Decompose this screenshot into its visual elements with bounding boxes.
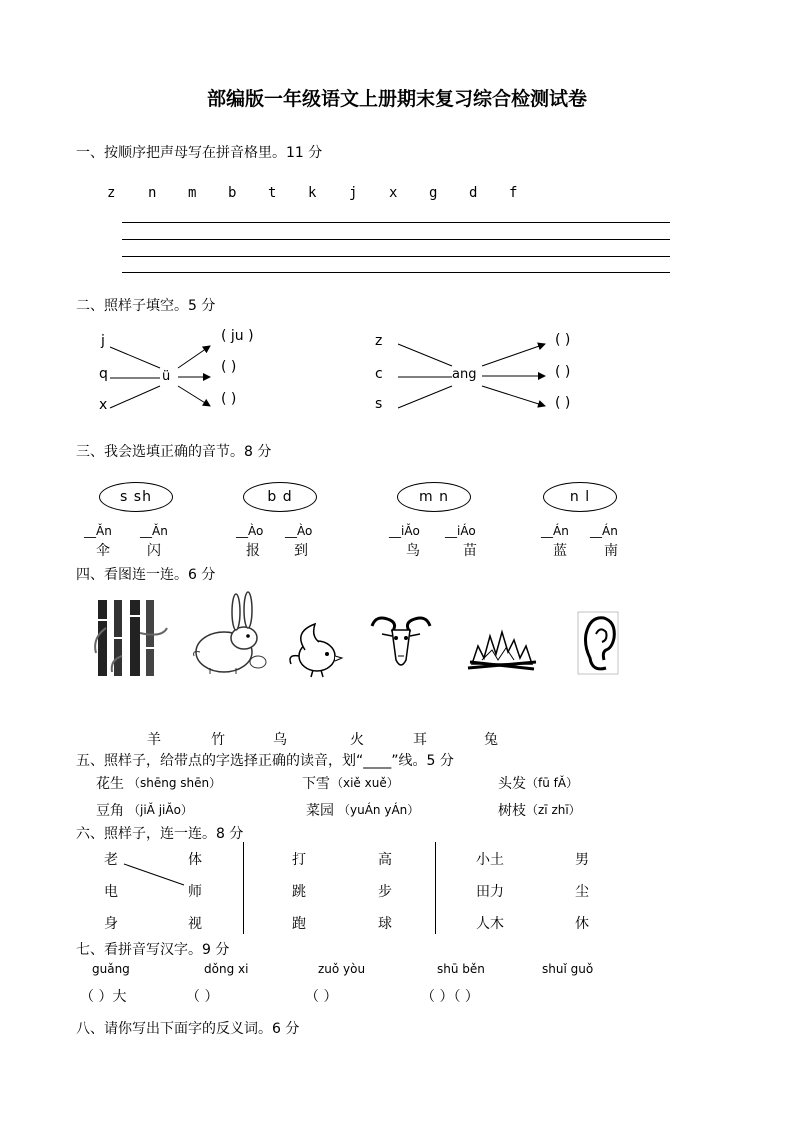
initial-s: s bbox=[375, 396, 383, 412]
ear-picture bbox=[572, 610, 622, 676]
section-7-heading: 七、看拼音写汉字。9 分 bbox=[76, 942, 230, 958]
character: 报 bbox=[246, 543, 260, 559]
column-divider bbox=[435, 842, 436, 934]
section-4-heading: 四、看图连一连。6 分 bbox=[76, 567, 216, 583]
page-title: 部编版一年级语文上册期末复习综合检测试卷 bbox=[206, 88, 587, 110]
answer-blank[interactable]: （ ）大 bbox=[80, 989, 127, 1005]
goat-picture bbox=[368, 612, 434, 674]
reading-options[interactable]: （zī zhī） bbox=[526, 803, 581, 817]
section-8-heading: 八、请你写出下面字的反义词。6 分 bbox=[76, 1021, 300, 1037]
word: 树枝 bbox=[498, 803, 526, 819]
answer-box[interactable]: ( ) bbox=[555, 332, 571, 348]
reading-options[interactable]: （fū fǍ） bbox=[526, 776, 579, 790]
match-right[interactable]: 体 bbox=[188, 852, 202, 868]
syllable-blank[interactable]: __Án bbox=[541, 524, 569, 538]
initial-choice-oval: n l bbox=[543, 482, 617, 512]
initial-choice-oval: b d bbox=[243, 482, 317, 512]
section-3-heading: 三、我会选填正确的音节。8 分 bbox=[76, 444, 272, 460]
initial-letter: j bbox=[349, 185, 358, 201]
initial-j: j bbox=[101, 333, 105, 349]
syllable-blank[interactable]: __Ǎn bbox=[84, 524, 112, 538]
pinyin-prompt: zuǒ yòu bbox=[318, 962, 366, 976]
word-option[interactable]: 火 bbox=[350, 732, 364, 748]
initial-x: x bbox=[99, 397, 108, 413]
match-left[interactable]: 打 bbox=[292, 852, 306, 868]
match-left[interactable]: 跳 bbox=[292, 884, 306, 900]
syllable-blank[interactable]: __Ào bbox=[285, 524, 313, 538]
section-6-heading: 六、照样子，连一连。8 分 bbox=[76, 826, 244, 842]
rabbit-picture bbox=[180, 590, 272, 682]
example-connection-line bbox=[0, 840, 794, 940]
answer-blank[interactable]: （ ） bbox=[186, 989, 219, 1005]
match-left[interactable]: 身 bbox=[104, 916, 118, 932]
pinyin-prompt: dǒng xi bbox=[204, 962, 249, 976]
character: 伞 bbox=[96, 543, 110, 559]
pinyin-prompt: shū běn bbox=[437, 962, 485, 976]
column-divider bbox=[243, 842, 244, 934]
character: 苗 bbox=[463, 543, 477, 559]
answer-box[interactable]: ( ) bbox=[221, 391, 237, 407]
answer-blank[interactable]: （ ） bbox=[305, 989, 338, 1005]
reading-options[interactable]: （jiǍ jiǍo） bbox=[128, 803, 193, 817]
answer-box[interactable]: ( ) bbox=[555, 395, 571, 411]
word: 花生 bbox=[96, 776, 124, 792]
match-right[interactable]: 师 bbox=[188, 884, 202, 900]
character: 南 bbox=[604, 543, 618, 559]
initial-letter: x bbox=[389, 185, 398, 201]
match-left[interactable]: 老 bbox=[104, 852, 118, 868]
character: 闪 bbox=[147, 543, 161, 559]
character: 蓝 bbox=[553, 543, 567, 559]
word-option[interactable]: 羊 bbox=[147, 732, 161, 748]
match-right[interactable]: 高 bbox=[378, 852, 392, 868]
answer-box: ( ju ) bbox=[221, 328, 254, 344]
match-left[interactable]: 人木 bbox=[476, 916, 504, 932]
syllable-blank[interactable]: __Ǎn bbox=[140, 524, 168, 538]
initial-letter: m bbox=[188, 185, 197, 201]
reading-options[interactable]: （xiě xuě） bbox=[331, 776, 399, 790]
match-left[interactable]: 电 bbox=[104, 884, 118, 900]
character: 到 bbox=[294, 543, 308, 559]
word-option[interactable]: 兔 bbox=[484, 732, 498, 748]
match-right[interactable]: 尘 bbox=[575, 884, 589, 900]
syllable-blank[interactable]: __iǍo bbox=[389, 524, 420, 538]
initial-letter: z bbox=[107, 185, 116, 201]
initial-letter: g bbox=[429, 185, 438, 201]
match-right[interactable]: 步 bbox=[378, 884, 392, 900]
match-left[interactable]: 小土 bbox=[476, 852, 504, 868]
bamboo-picture bbox=[92, 598, 172, 678]
match-right[interactable]: 男 bbox=[575, 852, 589, 868]
pinyin-prompt: guǎng bbox=[92, 962, 130, 976]
initial-choice-oval: m n bbox=[397, 482, 471, 512]
match-right[interactable]: 休 bbox=[575, 916, 589, 932]
initial-q: q bbox=[99, 366, 108, 382]
word: 菜园 bbox=[306, 803, 334, 819]
character: 鸟 bbox=[406, 543, 420, 559]
initial-letter: n bbox=[148, 185, 157, 201]
initial-z: z bbox=[375, 333, 383, 349]
initial-letter: f bbox=[509, 185, 518, 201]
section-1-heading: 一、按顺序把声母写在拼音格里。11 分 bbox=[76, 145, 323, 161]
syllable-blank[interactable]: __Án bbox=[590, 524, 618, 538]
final-ang: ang bbox=[452, 367, 477, 382]
section-2-heading: 二、照样子填空。5 分 bbox=[76, 298, 216, 314]
answer-box[interactable]: ( ) bbox=[221, 359, 237, 375]
reading-options[interactable]: （shēng shēn） bbox=[128, 776, 222, 790]
initial-letter: b bbox=[228, 185, 237, 201]
fire-picture bbox=[462, 624, 542, 672]
word: 豆角 bbox=[96, 803, 124, 819]
syllable-blank[interactable]: __iÁo bbox=[445, 524, 476, 538]
match-right[interactable]: 视 bbox=[188, 916, 202, 932]
word: 头发 bbox=[498, 776, 526, 792]
final-u-umlaut: ü bbox=[162, 369, 171, 384]
reading-options[interactable]: （yuÁn yÁn） bbox=[338, 803, 420, 817]
syllable-blank[interactable]: __Ào bbox=[236, 524, 264, 538]
initial-letter: d bbox=[469, 185, 478, 201]
match-left[interactable]: 田力 bbox=[476, 884, 504, 900]
word-option[interactable]: 乌 bbox=[273, 732, 287, 748]
initial-c: c bbox=[375, 366, 383, 382]
initial-choice-oval: s sh bbox=[99, 482, 173, 512]
answer-blank[interactable]: （ ）（ ） bbox=[421, 989, 479, 1005]
bird-picture bbox=[285, 620, 345, 680]
pinyin-prompt: shuǐ guǒ bbox=[542, 962, 594, 976]
initial-letter: t bbox=[268, 185, 277, 201]
section-5-heading: 五、照样子，给带点的字选择正确的读音，划“____”线。5 分 bbox=[76, 753, 454, 769]
initial-letter: k bbox=[308, 185, 317, 201]
word-option[interactable]: 耳 bbox=[413, 732, 427, 748]
pinyin-combination-diagram bbox=[0, 320, 794, 420]
word-option[interactable]: 竹 bbox=[211, 732, 225, 748]
answer-box[interactable]: ( ) bbox=[555, 364, 571, 380]
match-right[interactable]: 球 bbox=[378, 916, 392, 932]
word: 下雪 bbox=[302, 776, 330, 792]
match-left[interactable]: 跑 bbox=[292, 916, 306, 932]
